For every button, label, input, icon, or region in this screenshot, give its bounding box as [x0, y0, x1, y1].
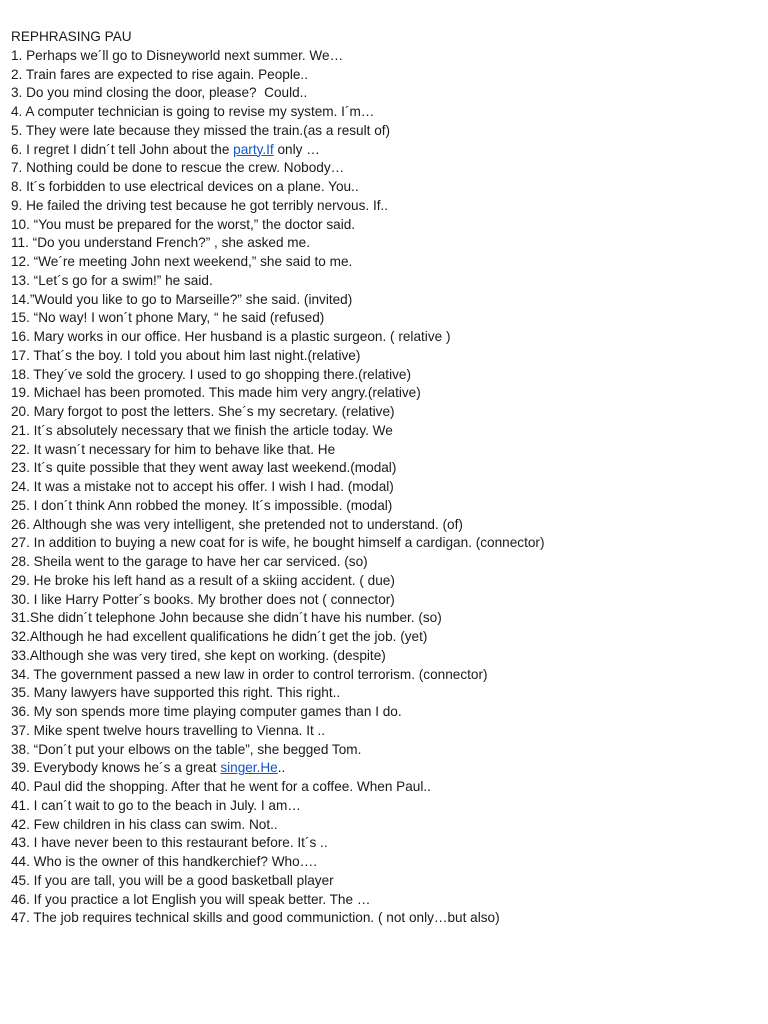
- exercise-line: 35. Many lawyers have supported this right. This right..: [11, 685, 341, 701]
- exercise-line: [11, 759, 761, 778]
- exercise-line: 29. He broke his left hand as a result of a skiing accident. ( due): [11, 572, 395, 588]
- exercise-text: only …: [273, 141, 320, 157]
- exercise-line: 21. It´s absolutely necessary that we finish the article today. We: [11, 422, 393, 438]
- exercise-line: 44. Who is the owner of this handkerchief? Who….: [11, 854, 318, 869]
- exercise-line: 23. It´s quite possible that they went away last weekend.(modal): [11, 460, 397, 476]
- exercise-line: 33.Although she was very tired, she kept on working. (despite): [11, 647, 386, 663]
- exercise-line: 2. Train fares are expected to rise again. People..: [11, 66, 308, 82]
- exercise-line: 5. They were late because they missed the train.(as a result of): [11, 122, 391, 138]
- exercise-line: 27. In addition to buying a new coat for is wife, he bought himself a cardigan. (connector): [11, 535, 545, 551]
- exercise-line: 7. Nothing could be done to rescue the crew. Nobody…: [11, 160, 345, 176]
- exercise-list: [11, 47, 761, 928]
- exercise-line: 24. It was a mistake not to accept his offer. I wish I had. (modal): [11, 479, 394, 494]
- exercise-line: 37. Mike spent twelve hours travelling to Vienna. It ..: [11, 722, 326, 738]
- exercise-line: 20. Mary forgot to post the letters. She´s my secretary. (relative): [11, 404, 395, 419]
- exercise-line: 38. “Don´t put your elbows on the table”, she begged Tom.: [11, 741, 362, 757]
- exercise-line: 4. A computer technician is going to revise my system. I´m…: [11, 104, 375, 119]
- exercise-line: 9. He failed the driving test because he got terribly nervous. If..: [11, 197, 389, 213]
- exercise-line: 30. I like Harry Potter´s books. My brother does not ( connector): [11, 591, 395, 607]
- exercise-line: 12. “We´re meeting John next weekend,” she said to me.: [11, 254, 353, 269]
- exercise-line: 41. I can´t wait to go to the beach in July. I am…: [11, 797, 301, 813]
- exercise-line: 46. If you practice a lot English you will speak better. The …: [11, 891, 371, 907]
- exercise-line: 26. Although she was very intelligent, she pretended not to understand. (of): [11, 516, 463, 532]
- exercise-line: 16. Mary works in our office. Her husband is a plastic surgeon. ( relative ): [11, 329, 451, 344]
- exercise-line: 47. The job requires technical skills and good communiction. ( not only…but also): [11, 910, 500, 926]
- exercise-line: 25. I don´t think Ann robbed the money. It´s impossible. (modal): [11, 497, 393, 513]
- exercise-line: 32.Although he had excellent qualifications he didn´t get the job. (yet): [11, 629, 428, 644]
- exercise-line: 10. “You must be prepared for the worst,” the doctor said.: [11, 216, 356, 232]
- exercise-line: 43. I have never been to this restaurant before. It´s ..: [11, 835, 328, 851]
- exercise-line: 31.She didn´t telephone John because she didn´t have his number. (so): [11, 610, 442, 626]
- exercise-line: 3. Do you mind closing the door, please? Could..: [11, 85, 308, 101]
- exercise-text: ..: [277, 760, 286, 776]
- exercise-line: 42. Few children in his class can swim. Not..: [11, 816, 278, 832]
- exercise-line: 22. It wasn´t necessary for him to behave like that. He: [11, 441, 336, 457]
- exercise-line: 11. “Do you understand French?” , she asked me.: [11, 235, 310, 251]
- exercise-line: 15. “No way! I won´t phone Mary, “ he said (refused): [11, 310, 325, 326]
- exercise-text: 39. Everybody knows he´s a great: [11, 760, 221, 776]
- exercise-line: 18. They´ve sold the grocery. I used to go shopping there.(relative): [11, 366, 411, 382]
- document-title: REPHRASING PAU: [11, 29, 132, 44]
- exercise-line: 28. Sheila went to the garage to have her car serviced. (so): [11, 554, 368, 569]
- exercise-line: 13. “Let´s go for a swim!” he said.: [11, 272, 213, 288]
- exercise-line: 19. Michael has been promoted. This made him very angry.(relative): [11, 385, 421, 401]
- exercise-line: 40. Paul did the shopping. After that he went for a coffee. When Paul..: [11, 779, 431, 794]
- exercise-line: 8. It´s forbidden to use electrical devices on a plane. You..: [11, 179, 359, 194]
- exercise-link[interactable]: party.If: [233, 141, 274, 157]
- exercise-link[interactable]: singer.He: [220, 760, 278, 776]
- exercise-line: 14.”Would you like to go to Marseille?” she said. (invited): [11, 291, 353, 307]
- exercise-line: 17. That´s the boy. I told you about him last night.(relative): [11, 347, 361, 363]
- exercise-line: 1. Perhaps we´ll go to Disneyworld next summer. We…: [11, 47, 344, 63]
- exercise-line: 36. My son spends more time playing computer games than I do.: [11, 704, 402, 719]
- document-body: [11, 28, 761, 928]
- exercise-line: [11, 141, 761, 160]
- exercise-text: 6. I regret I didn´t tell John about the: [11, 141, 234, 157]
- exercise-line: 45. If you are tall, you will be a good basketball player: [11, 872, 334, 888]
- exercise-line: 34. The government passed a new law in order to control terrorism. (connector): [11, 666, 488, 682]
